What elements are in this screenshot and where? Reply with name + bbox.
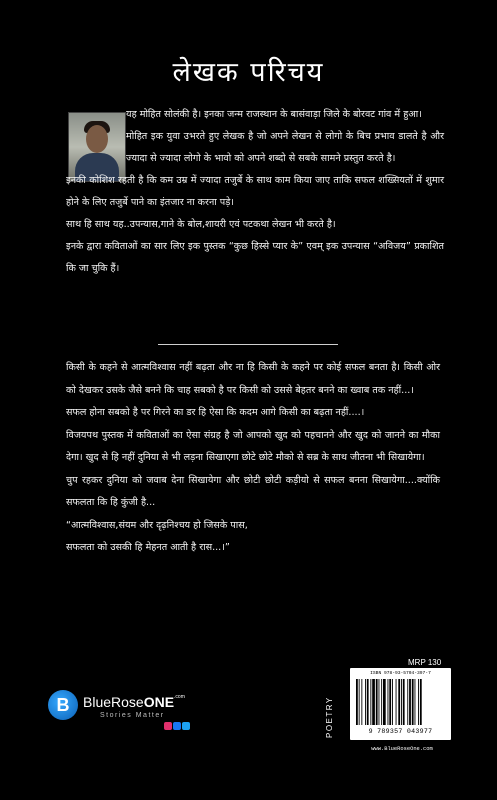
blurb-paragraph: चुप रहकर दुनिया को जवाब देना सिखायेगा और छोटी छोटी कड़ीयो से सफल बनना सिखायेगा....क्योंकि सफलता कि हि कुंजी है... xyxy=(66,474,440,508)
bio-paragraph: साथ हि साथ यह..उपन्यास,गाने के बोल,शायरी एवं पटकथा लेखन भी करते है। xyxy=(66,219,336,230)
blurb-paragraph: सफल होना सबको है पर गिरने का डर हि ऐसा कि कदम आगे किसी का बढ़ता नहीं....। xyxy=(66,407,365,418)
section-divider xyxy=(158,344,338,345)
isbn-label: ISBN 978-93-5704-397-7 xyxy=(370,671,431,676)
publisher-website: www.BlueRoseOne.com xyxy=(371,746,433,752)
book-blurb xyxy=(66,357,440,560)
publisher-name-suffix: .com xyxy=(174,694,185,700)
publisher-name-main: BlueRose xyxy=(83,694,144,710)
instagram-icon xyxy=(164,722,172,730)
bio-paragraph: यह मोहित सोलंकी है। इनका जन्म राजस्थान के बासंवाड़ा जिले के बोरवट गांव में हुआ। xyxy=(126,109,422,120)
publisher-tagline: Stories Matter xyxy=(100,712,165,719)
isbn-barcode xyxy=(350,668,451,740)
bio-paragraph: इनके द्वारा कविताओं का सार लिए इक पुस्तक “कुछ हिस्से प्यार के” एवम् इक उपन्यास “अविजय” प्रकाशित कि जा चुकि हैं। xyxy=(66,241,444,274)
price-label: MRP 130 xyxy=(408,658,442,667)
twitter-icon xyxy=(182,722,190,730)
barcode-bars xyxy=(356,679,445,727)
isbn-digits: 9 789357 043977 xyxy=(368,728,433,735)
publisher-name xyxy=(83,694,185,710)
page-title: लेखक परिचय xyxy=(172,57,325,88)
author-bio xyxy=(66,104,444,280)
facebook-icon xyxy=(173,722,181,730)
blurb-paragraph: विजयपथ पुस्तक में कविताओं का ऐसा संग्रह है जो आपको खुद को पहचानने और खुद को जानने का मौका देगा। खुद से हि नहीं दुनिया से भी लड़ना सिखाएगा छोटे छोटे मौको से सब्र के साथ जीतना भी सिखायेगा। xyxy=(66,429,440,463)
genre-label: POETRY xyxy=(325,696,334,738)
quote-line: सफलता को उसकी हि मेहनत आती है रास...।” xyxy=(66,542,230,553)
bio-paragraph: मोहित इक युवा उभरते हुए लेखक है जो अपने लेखन से लोगो के बिच प्रभाव डालते है और ज्यादा से ज्यादा लोगो के भावो को अपने शब्दो से सबके सामने प्रस्तुत करते है। xyxy=(126,131,444,164)
publisher-name-accent: ONE xyxy=(143,694,175,710)
blurb-paragraph: किसी के कहने से आत्मविश्वास नहीं बढ़ता और ना हि किसी के कहने पर कोई सफल बनता है। किसी ओर को देखकर उसके जैसे बनने कि चाह सबको है पर किसी को उससे बेहतर बनने का ख्वाब तक नहीं...। xyxy=(66,362,440,396)
publisher-logo-icon: B xyxy=(48,690,78,720)
bio-paragraph: इनकी कोशिश रहती है कि कम उम्र में ज्यादा तजुर्बे के साथ काम किया जाए ताकि सफल शख्सियतों में शुमार होने के लिए तजुर्बे पाने का इंतजार ना करना पड़े। xyxy=(66,175,444,208)
social-icons xyxy=(164,722,191,732)
quote-line: “आत्मविश्वास,संयम और दृढ़निश्चय हो जिसके पास, xyxy=(66,519,248,531)
